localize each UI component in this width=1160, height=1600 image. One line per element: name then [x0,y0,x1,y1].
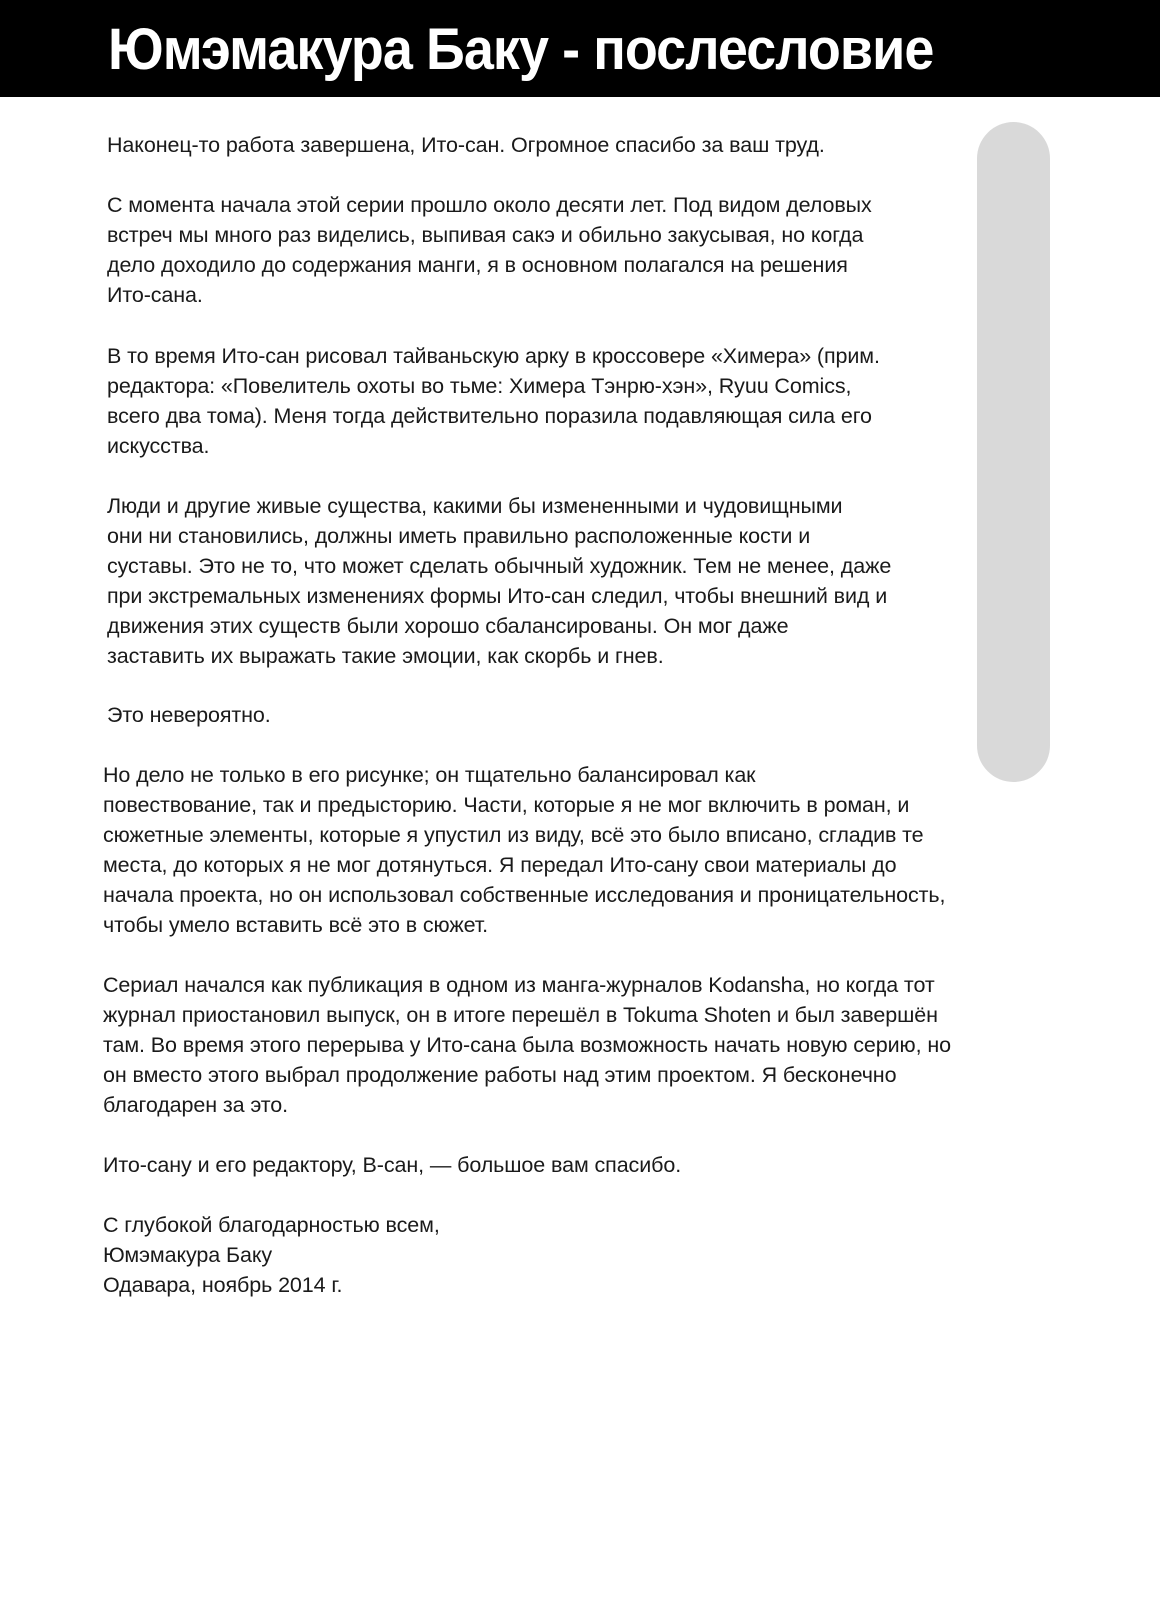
paragraph-editor-thanks: Ито-сану и его редактору, В-сан, — большое вам спасибо. [103,1153,682,1177]
paragraph-chimera: В то время Ито-сан рисовал тайваньскую арку в кроссовере «Химера» (прим. редактора: «Повелитель охоты во тьме: Химера Тэнрю-хэн», Ryuu Comics, всего два тома). Меня тогда действительно поразила подавляющая сила его искусства. [107,344,880,458]
paragraph-thanks: Наконец-то работа завершена, Ито-сан. Огромное спасибо за ваш труд. [107,133,825,157]
paragraph-incredible: Это невероятно. [107,703,271,727]
paragraph-narrative: Но дело не только в его рисунке; он тщательно балансировал как повествование, так и предысторию. Части, которые я не мог включить в роман, и сюжетные элементы, которые я упустил из виду, всё это было вписано, сгладив те места, до которых я не мог дотянуться. Я передал Ито-сану свои материалы до начала проекта, но он использовал собственные исследования и проницательность, чтобы умело вставить всё это в сюжет. [103,763,946,937]
signature-author: Юмэмакура Баку [103,1243,273,1267]
paragraph-series-start: С момента начала этой серии прошло около десяти лет. Под видом деловых встреч мы много раз виделись, выпивая сакэ и обильно закусывая, но когда дело доходило до содержания манги, я в основном полагался на решения Ито-сана. [107,193,872,307]
signature-place-date: Одавара, ноябрь 2014 г. [103,1273,343,1297]
paragraph-creatures: Люди и другие живые существа, какими бы измененными и чудовищными они ни становились, должны иметь правильно расположенные кости и суставы. Это не то, что может сделать обычный художник. Тем не менее, даже при экстремальных изменениях формы Ито-сан следил, чтобы внешний вид и движения этих существ были хорошо сбалансированы. Он мог даже заставить их выражать такие эмоции, как скорбь и гнев. [107,494,892,668]
paragraph-serialization: Сериал начался как публикация в одном из манга-журналов Kodansha, но когда тот журнал приостановил выпуск, он в итоге перешёл в Tokuma Shoten и был завершён там. Во время этого перерыва у Ито-сана была возможность начать новую серию, но он вместо этого выбрал продолжение работы над этим проектом. Я бесконечно благодарен за это. [103,973,951,1117]
page-title: Юмэмакура Баку - послесловие [108,17,934,82]
signature-closing: С глубокой благодарностью всем, [103,1213,440,1237]
